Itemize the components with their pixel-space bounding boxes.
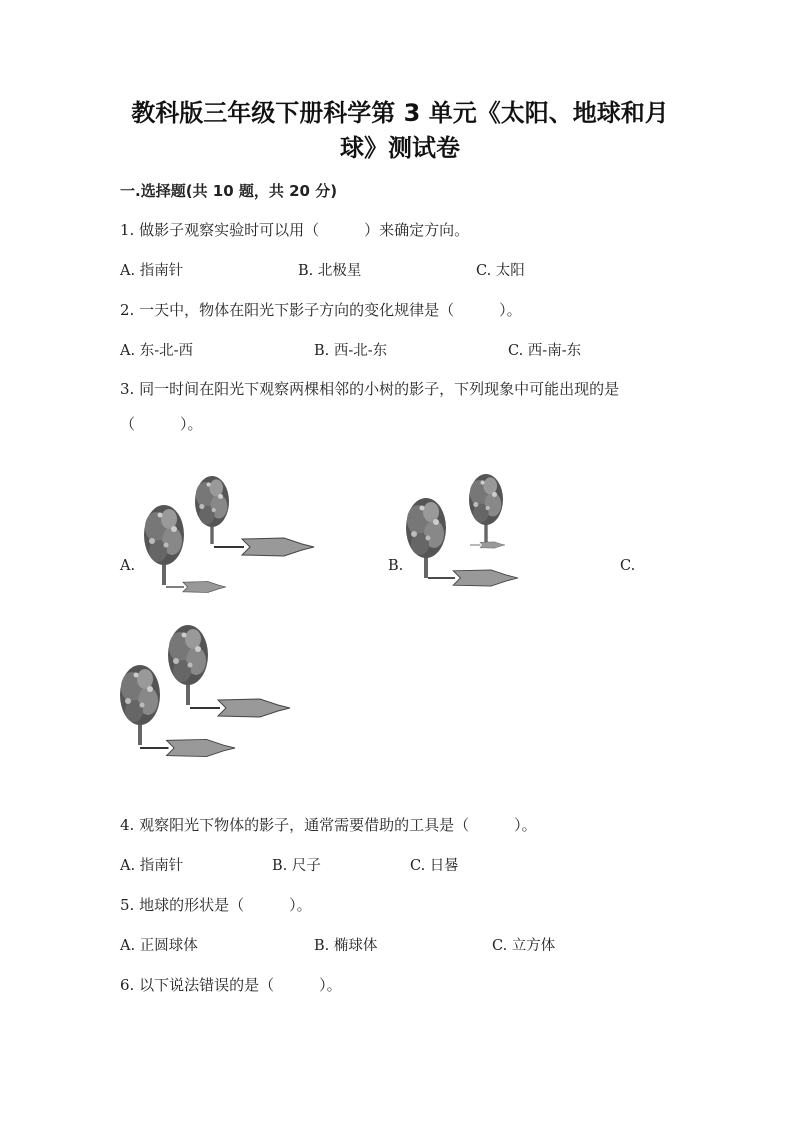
page-title-line1: 教科版三年级下册科学第 3 单元《太阳、地球和月	[131, 99, 669, 127]
q5-option-c[interactable]: C. 立方体	[492, 938, 556, 954]
q4-option-c[interactable]: C. 日晷	[410, 858, 459, 874]
page-title-line2: 球》测试卷	[340, 134, 460, 162]
q3-option-b-image	[400, 468, 590, 598]
q5-option-b[interactable]: B. 椭球体	[314, 938, 378, 954]
q1-option-c[interactable]: C. 太阳	[476, 263, 525, 279]
q2-option-a[interactable]: A. 东-北-西	[120, 343, 193, 359]
q3-option-a-label[interactable]: A.	[120, 558, 136, 574]
q1-option-a[interactable]: A. 指南针	[120, 263, 184, 279]
section-heading: 一.选择题(共 10 题，共 20 分)	[120, 182, 338, 200]
q4-option-a[interactable]: A. 指南针	[120, 858, 184, 874]
question-5: 5. 地球的形状是（ ）。	[120, 896, 312, 914]
q1-option-b[interactable]: B. 北极星	[298, 263, 362, 279]
question-1: 1. 做影子观察实验时可以用（ ）来确定方向。	[120, 221, 470, 239]
question-4: 4. 观察阳光下物体的影子，通常需要借助的工具是（ ）。	[120, 816, 537, 834]
q3-option-c-image	[120, 615, 320, 765]
question-3-blank: （ ）。	[120, 415, 203, 433]
question-6: 6. 以下说法错误的是（ ）。	[120, 976, 342, 994]
q3-option-b-label[interactable]: B.	[388, 558, 404, 574]
q3-option-c-label[interactable]: C.	[620, 558, 636, 574]
q3-option-a-image	[134, 470, 324, 600]
q4-option-b[interactable]: B. 尺子	[272, 858, 321, 874]
question-2: 2. 一天中，物体在阳光下影子方向的变化规律是（ ）。	[120, 301, 522, 319]
q2-option-c[interactable]: C. 西-南-东	[508, 343, 582, 359]
q2-option-b[interactable]: B. 西-北-东	[314, 343, 388, 359]
question-3: 3. 同一时间在阳光下观察两棵相邻的小树的影子，下列现象中可能出现的是	[120, 380, 620, 398]
q5-option-a[interactable]: A. 正圆球体	[120, 938, 198, 954]
